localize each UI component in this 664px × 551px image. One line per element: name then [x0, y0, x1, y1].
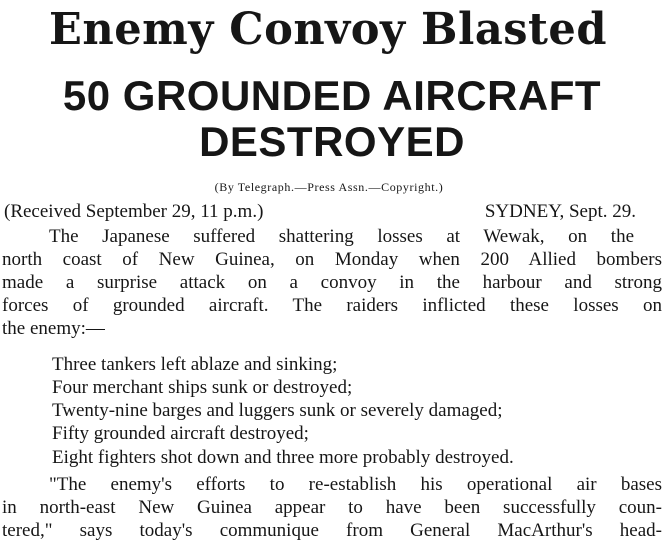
paragraph-1-line: The Japanese suffered shattering losses at Wewak, on the: [49, 226, 634, 247]
list-item: Twenty-nine barges and luggers sunk or severely damaged;: [52, 400, 503, 421]
paragraph-2-line: in north-east New Guinea appear to have been successfully coun-: [2, 497, 662, 518]
list-item: Eight fighters shot down and three more probably destroyed.: [52, 447, 514, 468]
list-item: Three tankers left ablaze and sinking;: [52, 354, 338, 375]
paragraph-1-line: the enemy:—: [2, 318, 105, 339]
headline-main: Enemy Convoy Blasted: [48, 4, 607, 55]
press-credit: (By Telegraph.—Press Assn.—Copyright.): [214, 180, 444, 194]
paragraph-2-line: "The enemy's efforts to re-establish his operational air bases: [49, 474, 662, 495]
headline-sub-line-1: 50 GROUNDED AIRCRAFT: [62, 72, 602, 119]
paragraph-2-line: tered," says today's communique from General MacArthur's head-: [2, 520, 662, 541]
paragraph-1-line: forces of grounded aircraft. The raiders inflicted these losses on: [2, 295, 662, 316]
list-item: Fifty grounded aircraft destroyed;: [52, 423, 309, 444]
paragraph-1-line: made a surprise attack on a convoy in the harbour and strong: [2, 272, 662, 293]
dateline: SYDNEY, Sept. 29.: [484, 201, 636, 222]
headline-sub-line-2: DESTROYED: [199, 118, 465, 165]
list-item: Four merchant ships sunk or destroyed;: [52, 377, 353, 398]
paragraph-1-line: north coast of New Guinea, on Monday when 200 Allied bombers: [2, 249, 662, 270]
received-note: (Received September 29, 11 p.m.): [4, 201, 264, 222]
